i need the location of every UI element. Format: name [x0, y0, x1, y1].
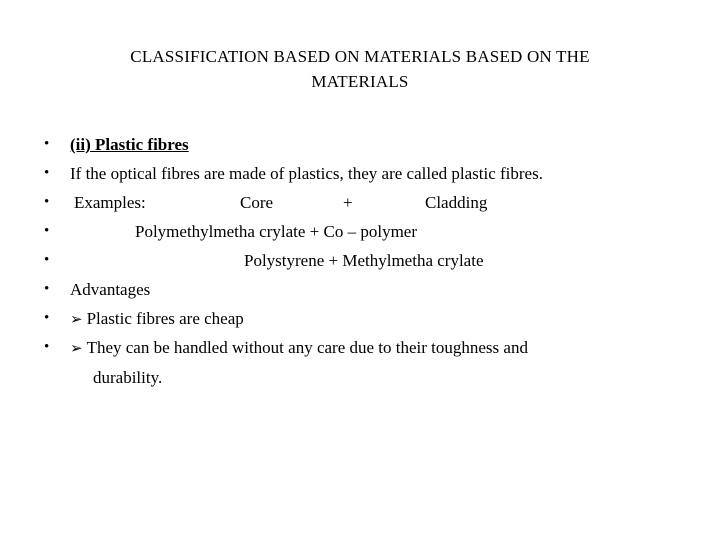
example-1-text: Polymethylmetha crylate + Co – polymer	[135, 222, 418, 241]
slide-title	[40, 44, 680, 94]
bullet-item-example-1	[0, 217, 720, 246]
advantages-heading: Advantages	[70, 280, 151, 299]
bullet-icon: •	[44, 194, 50, 210]
bullet-item-advantage-1	[0, 304, 720, 333]
bullet-icon: •	[44, 165, 50, 181]
example-2-text: Polystyrene + Methylmetha crylate	[244, 251, 484, 270]
section-heading: (ii) Plastic fibres	[70, 135, 189, 154]
advantage-2-text-line-2: durability.	[93, 368, 163, 387]
bullet-item-advantages	[0, 275, 720, 304]
examples-label: Examples:	[74, 193, 146, 212]
bullet-icon: •	[44, 252, 50, 268]
arrow-bullet-icon: ➢	[70, 339, 83, 357]
bullet-icon: •	[44, 310, 50, 326]
slide-title-line-2: MATERIALS	[311, 72, 409, 91]
core-column-label: Core	[240, 193, 274, 212]
bullet-icon: •	[44, 339, 50, 355]
bullet-icon: •	[44, 281, 50, 297]
bullet-item-examples	[0, 188, 720, 217]
arrow-bullet-icon: ➢	[70, 310, 83, 328]
plus-sign: +	[343, 193, 353, 212]
slide-title-line-1: CLASSIFICATION BASED ON MATERIALS BASED ON THE	[130, 47, 590, 66]
advantage-2	[70, 333, 660, 392]
advantage-1	[70, 304, 244, 334]
advantage-2-text-line-1: They can be handled without any care due to their toughness and	[86, 338, 528, 357]
advantage-2-line-1	[70, 338, 528, 357]
bullet-icon: •	[44, 223, 50, 239]
bullet-item-heading	[0, 130, 720, 159]
definition-text: If the optical fibres are made of plastics, they are called plastic fibres.	[70, 164, 543, 183]
bullet-icon: •	[44, 136, 50, 152]
cladding-column-label: Cladding	[425, 193, 488, 212]
bullet-list	[0, 130, 720, 391]
bullet-item-advantage-2	[0, 333, 720, 391]
advantage-1-text: Plastic fibres are cheap	[86, 309, 244, 328]
bullet-item-definition	[0, 159, 720, 188]
bullet-item-example-2	[0, 246, 720, 275]
